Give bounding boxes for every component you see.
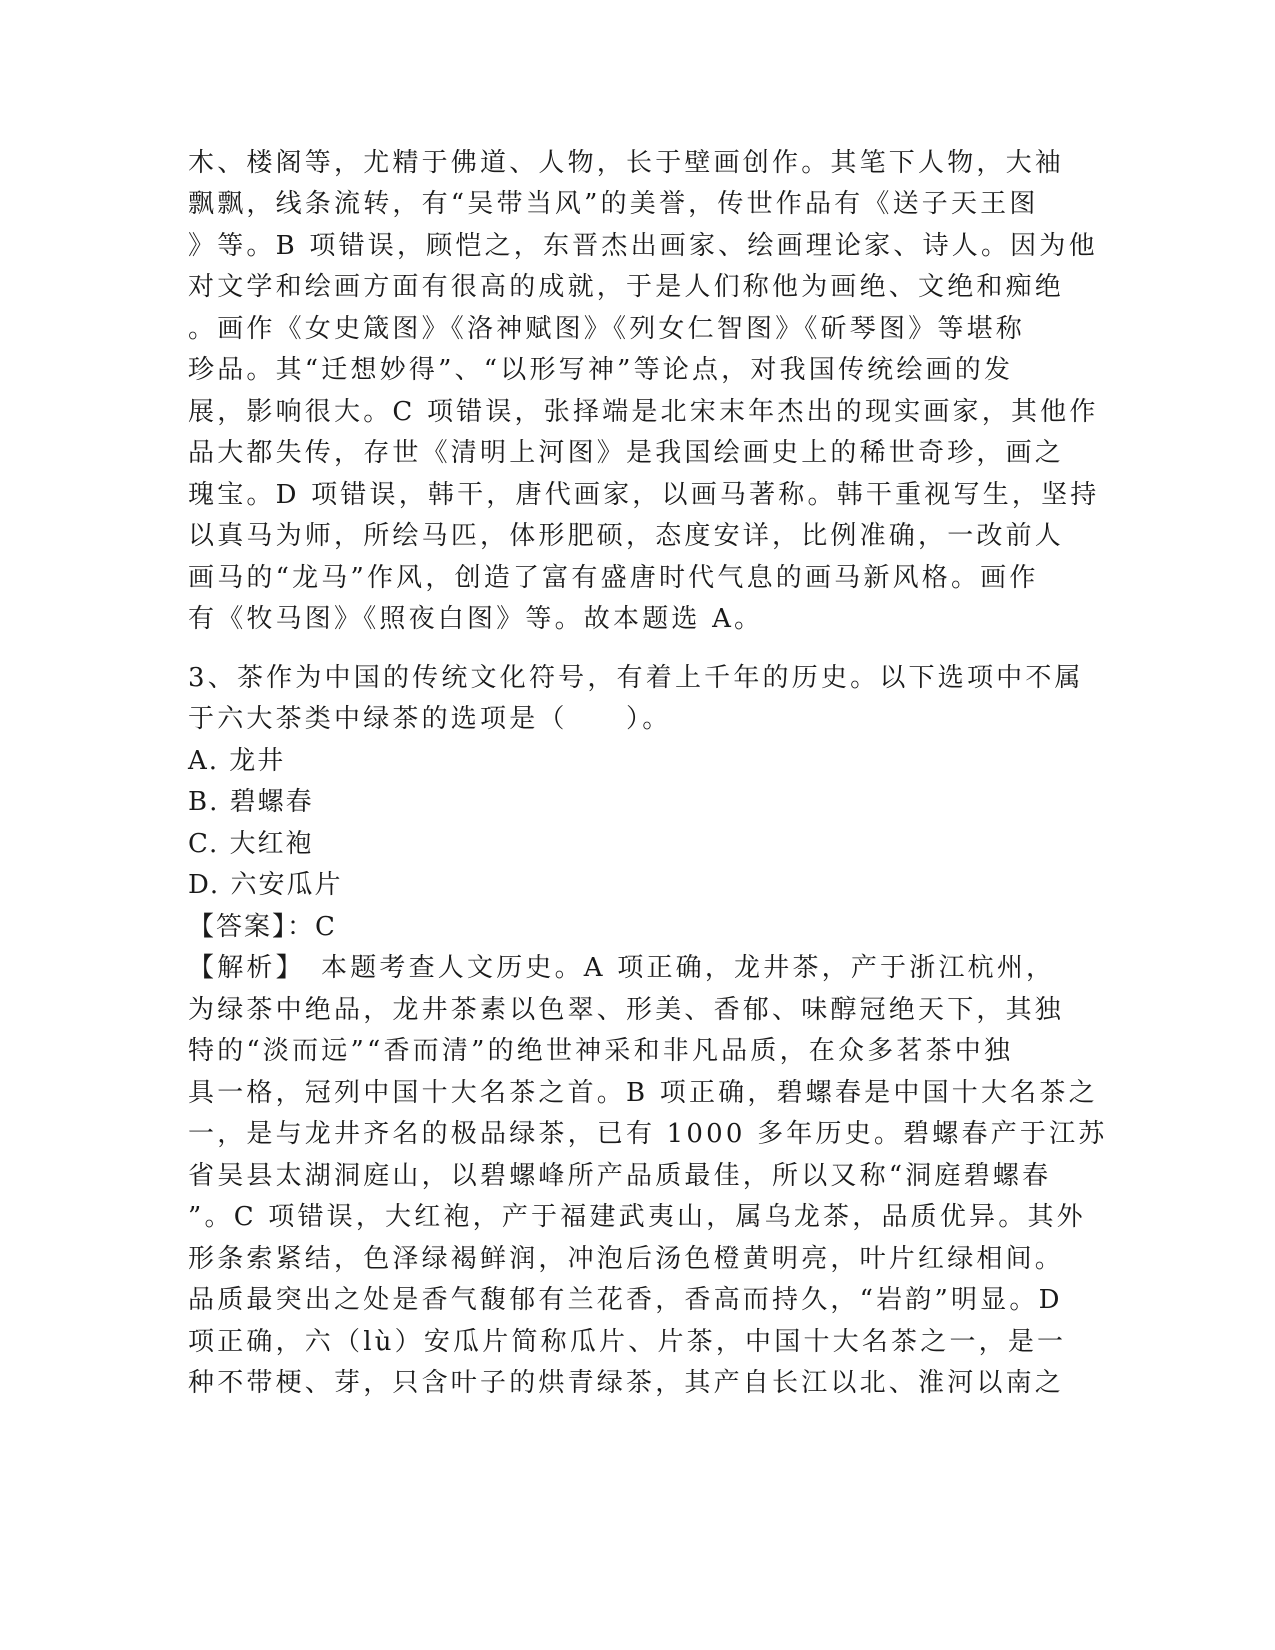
text-line: 品大都失传，存世《清明上河图》是我国绘画史上的稀世奇珍，画之 (188, 438, 1065, 468)
text-line: 珍品。其“迁想妙得”、“以形写神”等论点，对我国传统绘画的发 (188, 355, 1014, 385)
explanation-line: 形条索紧结，色泽绿褐鲜润，冲泡后汤色橙黄明亮，叶片红绿相间。 (188, 1244, 1065, 1274)
explanation-line: ”。C 项错误，大红袍，产于福建武夷山，属乌龙茶，品质优异。其外 (188, 1202, 1086, 1232)
explanation-line: 特的“淡而远”“香而清”的绝世神采和非凡品质，在众多茗茶中独 (188, 1036, 1014, 1066)
option-c: C. 大红袍 (188, 829, 314, 859)
text-line: 以真马为师，所绘马匹，体形肥硕，态度安详，比例准确，一改前人 (188, 521, 1065, 551)
explanation-line: 具一格，冠列中国十大名茶之首。B 项正确，碧螺春是中国十大名茶之 (188, 1078, 1098, 1108)
text-line: 飘飘，线条流转，有“吴带当风”的美誉，传世作品有《送子天王图 (188, 189, 1039, 219)
explanation-line: 省吴县太湖洞庭山，以碧螺峰所产品质最佳，所以又称“洞庭碧螺春 (188, 1161, 1052, 1191)
answer-line: 【答案】：C (188, 912, 337, 942)
text-line: 对文学和绘画方面有很高的成就，于是人们称他为画绝、文绝和痴绝 (188, 272, 1065, 302)
text-line: 。画作《女史箴图》《洛神赋图》《列女仁智图》《斫琴图》等堪称 (188, 314, 1026, 344)
text-line: 画马的“龙马”作风，创造了富有盛唐时代气息的画马新风格。画作 (188, 563, 1039, 593)
explanation-line: 一，是与龙井齐名的极品绿茶，已有 1000 多年历史。碧螺春产于江苏 (188, 1119, 1108, 1149)
question-stem-line: 3、茶作为中国的传统文化符号，有着上千年的历史。以下选项中不属 (188, 663, 1084, 693)
option-d: D. 六安瓜片 (188, 870, 343, 900)
question-stem-line: 于六大茶类中绿茶的选项是（ ）。 (188, 704, 672, 734)
option-a: A. 龙井 (188, 746, 286, 776)
explanation-line: 项正确，六（lù）安瓜片简称瓜片、片茶，中国十大名茶之一，是一 (188, 1327, 1067, 1357)
text-line: 有《牧马图》《照夜白图》等。故本题选 A。 (188, 604, 764, 634)
explanation-line: 【解析】 本题考查人文历史。A 项正确，龙井茶，产于浙江杭州， (188, 953, 1056, 983)
text-line: 》等。B 项错误，顾恺之，东晋杰出画家、绘画理论家、诗人。因为他 (188, 231, 1098, 261)
text-line: 展，影响很大。C 项错误，张择端是北宋末年杰出的现实画家，其他作 (188, 397, 1099, 427)
explanation-line: 种不带梗、芽，只含叶子的烘青绿茶，其产自长江以北、淮河以南之 (188, 1368, 1065, 1398)
text-line: 瑰宝。D 项错误，韩干，唐代画家，以画马著称。韩干重视写生，坚持 (188, 480, 1100, 510)
explanation-line: 为绿茶中绝品，龙井茶素以色翠、形美、香郁、味醇冠绝天下，其独 (188, 995, 1065, 1025)
explanation-line: 品质最突出之处是香气馥郁有兰花香，香高而持久，“岩韵”明显。D (188, 1285, 1063, 1315)
option-b: B. 碧螺春 (188, 787, 314, 817)
text-line: 木、楼阁等，尤精于佛道、人物，长于壁画创作。其笔下人物，大袖 (188, 148, 1065, 178)
